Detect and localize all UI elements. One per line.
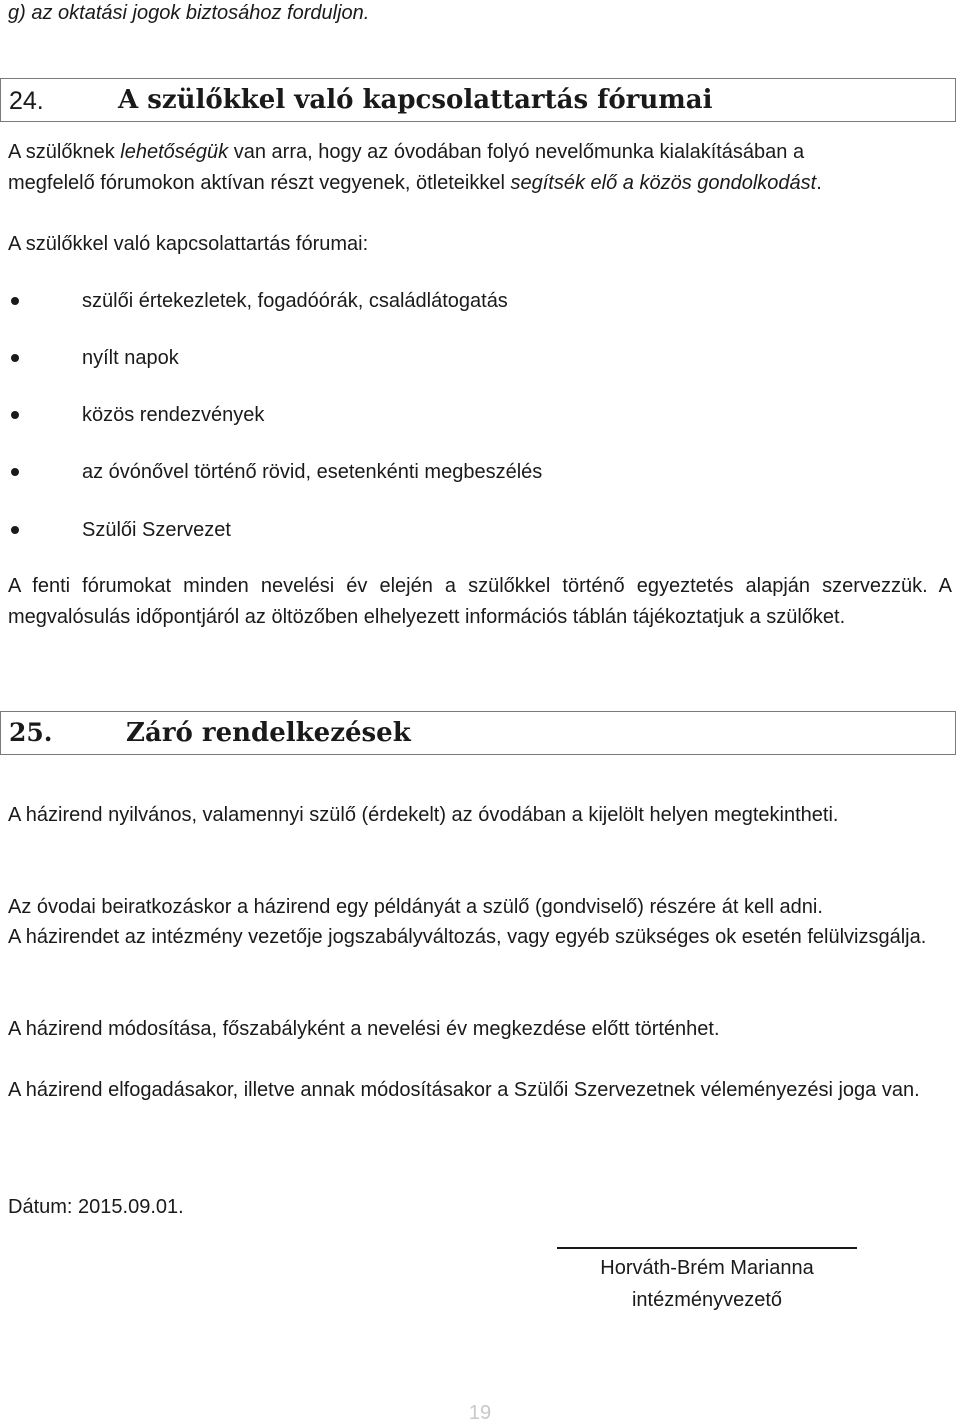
bullet-icon [11,354,19,362]
signatory-role: intézményvezető [631,1289,783,1311]
date-line: Dátum: 2015.09.01. [8,1196,184,1218]
list-item: nyílt napok [82,347,179,369]
list-item: Szülői Szervezet [82,519,231,541]
section-25-p3: A házirendet az intézmény vezetője jogszabályváltozás, vagy egyéb szükséges ok esetén felülvizsgálja. [8,926,927,948]
bullet-icon [11,297,19,305]
section-25-p1: A házirend nyilvános, valamennyi szülő (érdekelt) az óvodában a kijelölt helyen megtekintheti. [8,804,839,826]
signatory-name: Horváth-Brém Marianna [600,1257,814,1279]
section-25-p2: Az óvodai beiratkozáskor a házirend egy példányát a szülő (gondviselő) részére át kell adni. [8,896,823,918]
section-25-p5: A házirend elfogadásakor, illetve annak módosításakor a Szülői Szervezetnek véleményezési joga van. [8,1079,920,1101]
bullet-icon [11,526,19,534]
section-24-number: 24. [9,87,44,115]
top-line: g) az oktatási jogok biztosához forduljon. [8,2,370,24]
section-24-heading [0,78,956,122]
section-25-title: Záró rendelkezések [126,718,411,748]
section-25-number: 25. [9,718,53,747]
signature-line [557,1247,857,1249]
forum-list-heading: A szülőkkel való kapcsolattartás fórumai: [8,233,369,255]
section-25-heading [0,711,956,755]
list-item: szülői értekezletek, fogadóórák, családlátogatás [82,290,508,312]
bullet-icon [11,411,19,419]
section-24-closing: A fenti fórumokat minden nevelési év elején a szülőkkel történő egyeztetés alapján szervezzük. A megvalósulás időpontjáról az öltözőben elhelyezett információs táblán tájékoztatjuk a szülőket. [8,575,952,628]
list-item: az óvónővel történő rövid, esetenkénti megbeszélés [82,461,543,483]
page-number: 19 [468,1402,492,1424]
bullet-icon [11,468,19,476]
section-25-p4: A házirend módosítása, főszabályként a nevelési év megkezdése előtt történhet. [8,1018,720,1040]
section-24-title: A szülőkkel való kapcsolattartás fórumai [118,85,713,115]
list-item: közös rendezvények [82,404,265,426]
section-24-intro: A szülőknek lehetőségük van arra, hogy az óvodában folyó nevelőmunka kialakításában a megfelelő fórumokon aktívan részt vegyenek, ötleteikkel segítsék elő a közös gondolkodást. [8,141,822,194]
